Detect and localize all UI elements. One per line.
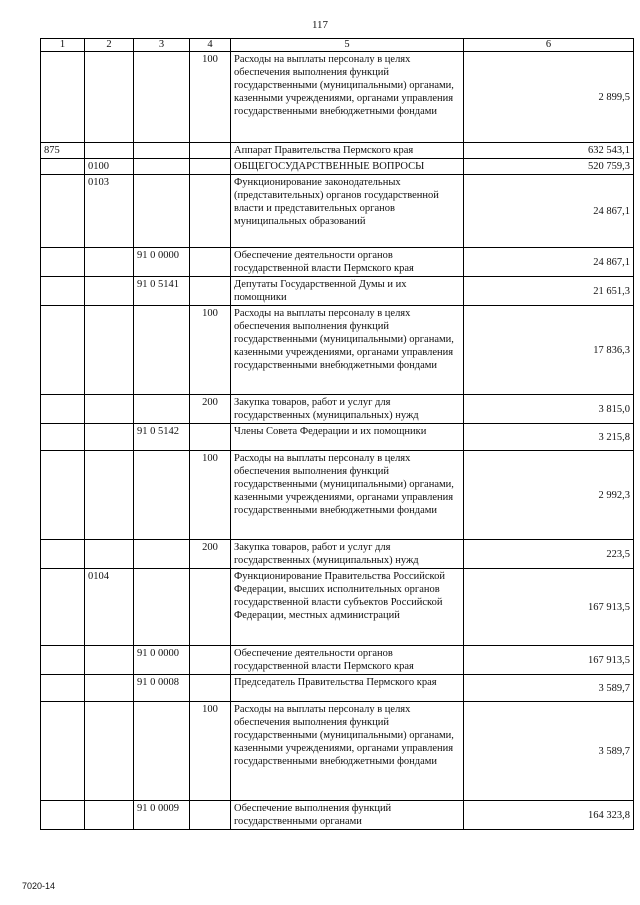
cell-c5: Расходы на выплаты персоналу в целях обеспечения выполнения функций государственными (муниципальными) органами, казенными учреждениями, органами управления государственными внебюджетными фондами bbox=[231, 702, 464, 801]
cell-c3: 91 0 5141 bbox=[134, 277, 190, 306]
cell-c5: Председатель Правительства Пермского края bbox=[231, 675, 464, 702]
cell-c1 bbox=[41, 424, 85, 451]
cell-c1 bbox=[41, 569, 85, 646]
document-code: 7020-14 bbox=[22, 881, 56, 891]
cell-c1 bbox=[41, 159, 85, 175]
cell-c5: Функционирование Правительства Российской Федерации, высших исполнительных органов государственной власти субъектов Российской Федерации, местных администраций bbox=[231, 569, 464, 646]
cell-c4 bbox=[190, 143, 231, 159]
cell-c6: 2 899,5 bbox=[464, 52, 634, 143]
cell-c4 bbox=[190, 675, 231, 702]
budget-table bbox=[40, 38, 634, 830]
table-row bbox=[41, 175, 634, 248]
column-header: 5 bbox=[231, 39, 464, 52]
table-row bbox=[41, 702, 634, 801]
table-row bbox=[41, 395, 634, 424]
cell-c3: 91 0 0000 bbox=[134, 248, 190, 277]
cell-c1 bbox=[41, 248, 85, 277]
cell-c3: 91 0 0000 bbox=[134, 646, 190, 675]
cell-c1 bbox=[41, 540, 85, 569]
table-row bbox=[41, 451, 634, 540]
cell-c1 bbox=[41, 306, 85, 395]
cell-c2: 0100 bbox=[85, 159, 134, 175]
cell-c3 bbox=[134, 451, 190, 540]
cell-c3 bbox=[134, 395, 190, 424]
cell-c5: Расходы на выплаты персоналу в целях обеспечения выполнения функций государственными (муниципальными) органами, казенными учреждениями, органами управления государственными внебюджетными фондами bbox=[231, 52, 464, 143]
table-row bbox=[41, 646, 634, 675]
cell-c5: Обеспечение деятельности органов государственной власти Пермского края bbox=[231, 646, 464, 675]
cell-c3 bbox=[134, 143, 190, 159]
cell-c2 bbox=[85, 424, 134, 451]
column-header: 2 bbox=[85, 39, 134, 52]
cell-c1 bbox=[41, 451, 85, 540]
cell-c3 bbox=[134, 159, 190, 175]
cell-c3: 91 0 5142 bbox=[134, 424, 190, 451]
cell-c2 bbox=[85, 143, 134, 159]
column-header: 1 bbox=[41, 39, 85, 52]
cell-c2 bbox=[85, 451, 134, 540]
cell-c6: 167 913,5 bbox=[464, 646, 634, 675]
cell-c2 bbox=[85, 540, 134, 569]
cell-c6: 632 543,1 bbox=[464, 143, 634, 159]
cell-c4: 100 bbox=[190, 306, 231, 395]
cell-c2: 0103 bbox=[85, 175, 134, 248]
cell-c6: 223,5 bbox=[464, 540, 634, 569]
cell-c5: Аппарат Правительства Пермского края bbox=[231, 143, 464, 159]
cell-c5: Депутаты Государственной Думы и их помощники bbox=[231, 277, 464, 306]
cell-c4: 100 bbox=[190, 52, 231, 143]
cell-c2 bbox=[85, 646, 134, 675]
cell-c6: 24 867,1 bbox=[464, 248, 634, 277]
cell-c6: 167 913,5 bbox=[464, 569, 634, 646]
cell-c3: 91 0 0008 bbox=[134, 675, 190, 702]
cell-c6: 3 215,8 bbox=[464, 424, 634, 451]
cell-c5: ОБЩЕГОСУДАРСТВЕННЫЕ ВОПРОСЫ bbox=[231, 159, 464, 175]
cell-c1 bbox=[41, 801, 85, 830]
cell-c6: 24 867,1 bbox=[464, 175, 634, 248]
column-header: 3 bbox=[134, 39, 190, 52]
cell-c1 bbox=[41, 646, 85, 675]
page-number: 117 bbox=[311, 19, 329, 31]
cell-c6: 520 759,3 bbox=[464, 159, 634, 175]
cell-c4 bbox=[190, 159, 231, 175]
table-row bbox=[41, 675, 634, 702]
cell-c3 bbox=[134, 540, 190, 569]
cell-c6: 2 992,3 bbox=[464, 451, 634, 540]
cell-c2 bbox=[85, 248, 134, 277]
cell-c3 bbox=[134, 175, 190, 248]
cell-c6: 21 651,3 bbox=[464, 277, 634, 306]
cell-c3: 91 0 0009 bbox=[134, 801, 190, 830]
cell-c4 bbox=[190, 248, 231, 277]
cell-c4 bbox=[190, 175, 231, 248]
cell-c3 bbox=[134, 702, 190, 801]
table-row bbox=[41, 540, 634, 569]
cell-c4: 200 bbox=[190, 395, 231, 424]
table-row bbox=[41, 52, 634, 143]
cell-c4: 200 bbox=[190, 540, 231, 569]
cell-c3 bbox=[134, 52, 190, 143]
cell-c6: 3 589,7 bbox=[464, 702, 634, 801]
cell-c2 bbox=[85, 306, 134, 395]
cell-c5: Функционирование законодательных (представительных) органов государственной власти и представительных органов муниципальных образований bbox=[231, 175, 464, 248]
cell-c4 bbox=[190, 569, 231, 646]
table-row bbox=[41, 248, 634, 277]
cell-c2 bbox=[85, 52, 134, 143]
cell-c4 bbox=[190, 277, 231, 306]
cell-c1 bbox=[41, 702, 85, 801]
cell-c1 bbox=[41, 395, 85, 424]
cell-c5: Обеспечение деятельности органов государственной власти Пермского края bbox=[231, 248, 464, 277]
cell-c4: 100 bbox=[190, 451, 231, 540]
cell-c5: Члены Совета Федерации и их помощники bbox=[231, 424, 464, 451]
cell-c5: Расходы на выплаты персоналу в целях обеспечения выполнения функций государственными (муниципальными) органами, казенными учреждениями, органами управления государственными внебюджетными фондами bbox=[231, 306, 464, 395]
cell-c4 bbox=[190, 801, 231, 830]
cell-c3 bbox=[134, 569, 190, 646]
table-row bbox=[41, 159, 634, 175]
table-row bbox=[41, 801, 634, 830]
cell-c2 bbox=[85, 702, 134, 801]
column-header: 4 bbox=[190, 39, 231, 52]
column-header: 6 bbox=[464, 39, 634, 52]
cell-c4 bbox=[190, 424, 231, 451]
cell-c2: 0104 bbox=[85, 569, 134, 646]
cell-c2 bbox=[85, 801, 134, 830]
cell-c1 bbox=[41, 675, 85, 702]
cell-c6: 17 836,3 bbox=[464, 306, 634, 395]
cell-c2 bbox=[85, 395, 134, 424]
table-row bbox=[41, 143, 634, 159]
cell-c2 bbox=[85, 277, 134, 306]
cell-c1 bbox=[41, 175, 85, 248]
cell-c4 bbox=[190, 646, 231, 675]
table-row bbox=[41, 306, 634, 395]
cell-c6: 164 323,8 bbox=[464, 801, 634, 830]
cell-c2 bbox=[85, 675, 134, 702]
cell-c5: Расходы на выплаты персоналу в целях обеспечения выполнения функций государственными (муниципальными) органами, казенными учреждениями, органами управления государственными внебюджетными фондами bbox=[231, 451, 464, 540]
table-row bbox=[41, 569, 634, 646]
table-row bbox=[41, 424, 634, 451]
table-header-row bbox=[41, 39, 634, 52]
table-row bbox=[41, 277, 634, 306]
cell-c5: Закупка товаров, работ и услуг для государственных (муниципальных) нужд bbox=[231, 395, 464, 424]
cell-c1 bbox=[41, 277, 85, 306]
cell-c5: Обеспечение выполнения функций государственными органами bbox=[231, 801, 464, 830]
cell-c1 bbox=[41, 52, 85, 143]
cell-c1: 875 bbox=[41, 143, 85, 159]
cell-c6: 3 815,0 bbox=[464, 395, 634, 424]
cell-c6: 3 589,7 bbox=[464, 675, 634, 702]
cell-c3 bbox=[134, 306, 190, 395]
cell-c4: 100 bbox=[190, 702, 231, 801]
cell-c5: Закупка товаров, работ и услуг для государственных (муниципальных) нужд bbox=[231, 540, 464, 569]
